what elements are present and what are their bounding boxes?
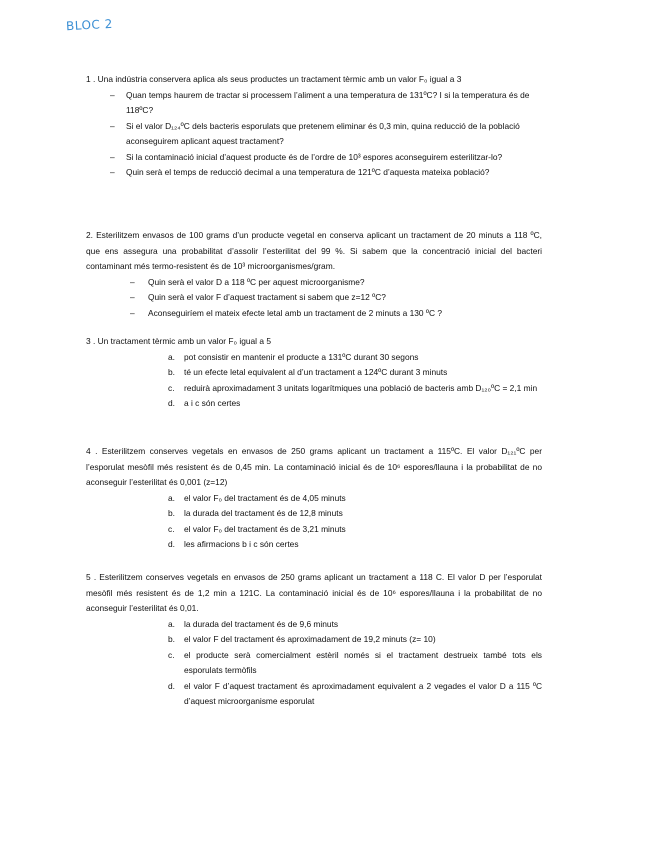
option-text: la durada del tractament és de 12,8 minuts [184,508,343,518]
question-2-intro: 2. Esterilitzem envasos de 100 grams d’un producte vegetal en conserva aplicant un tractament de 20 minuts a 118 ºC, que ens assegura una probabilitat d’assolir l’esterilitat del 99 %. Si sabem que la concentració inicial del bacteri contaminant més termo-resistent és de 10³ microorganismes/gram. [86,230,542,271]
option-marker: b. [168,634,175,644]
option-marker: c. [168,523,175,534]
option-marker: d. [168,539,175,549]
option-marker: b. [168,508,175,518]
question-4-option [86,522,542,538]
handwritten-label: BLOC 2 [65,16,114,34]
option-marker: c. [168,649,175,660]
dash-marker: – [130,292,135,302]
question-5-option [86,632,542,648]
item-text: Quan temps haurem de tractar si processem l’aliment a una temperatura de 131ºC? I si la temperatura és de 118ºC? [126,89,530,115]
question-1 [86,72,542,181]
option-text: el valor F del tractament és aproximadament de 19,2 minuts (z= 10) [184,634,436,644]
question-5-option [86,617,542,633]
question-5-options [86,617,542,710]
item-text: Si el valor D₁₂₄ºC dels bacteris esporulats que pretenem eliminar és 0,3 min, quina reducció de la població aconseguirem aplicant aquest tractament? [126,120,520,146]
dash-marker: – [110,151,115,162]
item-text: Quin serà el temps de reducció decimal a una temperatura de 121ºC d’aquesta mateixa població? [126,167,490,177]
question-1-items [86,88,542,181]
question-4 [86,444,542,553]
dash-marker: – [130,307,135,318]
question-1-item [86,88,542,119]
dash-marker: – [110,167,115,177]
option-text: reduirà aproximadament 3 unitats logarítmiques una població de bacteris amb D₁₂₀ºC = 2,1 min [184,382,538,393]
dash-marker: – [110,89,115,100]
question-3 [86,334,542,412]
question-3-option [86,365,542,381]
question-5-intro: 5 . Esterilitzem conserves vegetals en envasos de 250 grams aplicant un tractament a 118 C. El valor D per l’esporulat mesòfil més resistent és de 1,2 min a 121C. La contaminació inicial és de 10⁶ espores/llauna i la probabilitat de no aconseguir l’esterilitat és 0,01. [86,572,542,613]
option-text: la durada del tractament és de 9,6 minuts [184,618,339,629]
option-text: té un efecte letal equivalent al d’un tractament a 124ºC durant 3 minuts [184,367,448,377]
option-marker: c. [168,382,175,393]
question-2-item [86,275,542,291]
option-text: el producte serà comercialment estèril només si el tractament destrueix també tots els esporulats termòfils [184,649,542,675]
option-text: a i c són certes [184,398,241,408]
question-1-item [86,165,542,181]
option-marker: b. [168,367,175,377]
option-marker: d. [168,398,175,408]
option-text: el valor F₀ del tractament és de 3,21 minuts [184,523,346,534]
item-text: Si la contaminació inicial d’aquest producte és de l’ordre de 10³ espores aconseguirem esterilitzar-lo? [126,151,503,162]
question-2-items [86,275,542,322]
option-marker: a. [168,618,175,629]
option-text: les afirmacions b i c són certes [184,539,299,549]
option-marker: d. [168,680,175,691]
option-text: el valor F d’aquest tractament és aproximadament equivalent a 2 vegades el valor D a 115 ºC d’aquest microorganisme esporulat [184,680,542,706]
question-4-option [86,506,542,522]
dash-marker: – [110,120,115,131]
item-text: Quin serà el valor D a 118 ºC per aquest microorganisme? [148,276,365,287]
question-3-options [86,350,542,412]
question-3-option [86,350,542,366]
dash-marker: – [130,276,135,287]
question-3-option [86,396,542,412]
item-text: Aconseguiríem el mateix efecte letal amb un tractament de 2 minuts a 130 ºC ? [148,307,443,318]
question-4-option [86,537,542,553]
question-4-option [86,491,542,507]
question-1-item [86,150,542,166]
question-3-intro: 3 . Un tractament tèrmic amb un valor F₀ igual a 5 [86,336,272,346]
question-3-option [86,381,542,397]
question-1-intro: 1 . Una indústria conservera aplica als seus productes un tractament tèrmic amb un valor F₀ igual a 3 [86,74,462,84]
question-5 [86,570,542,710]
question-4-options [86,491,542,553]
option-marker: a. [168,351,175,362]
question-5-option [86,679,542,710]
question-1-item [86,119,542,150]
question-2-item [86,306,542,322]
option-text: el valor F₀ del tractament és de 4,05 minuts [184,492,346,503]
question-2 [86,228,542,321]
option-marker: a. [168,492,175,503]
question-2-item [86,290,542,306]
question-4-intro: 4 . Esterilitzem conserves vegetals en envasos de 250 grams aplicant un tractament a 115ºC. El valor D₁₂₁ºC per l’esporulat mesòfil més resistent és de 0,45 min. La contaminació inicial és de 10⁶ espores/llauna i la probabilitat de no aconseguir l’esterilitat és 0,001 (z=12) [86,446,542,487]
option-text: pot consistir en mantenir el producte a 131ºC durant 30 segons [184,351,419,362]
item-text: Quin serà el valor F d’aquest tractament si sabem que z=12 ºC? [148,292,386,302]
question-5-option [86,648,542,679]
